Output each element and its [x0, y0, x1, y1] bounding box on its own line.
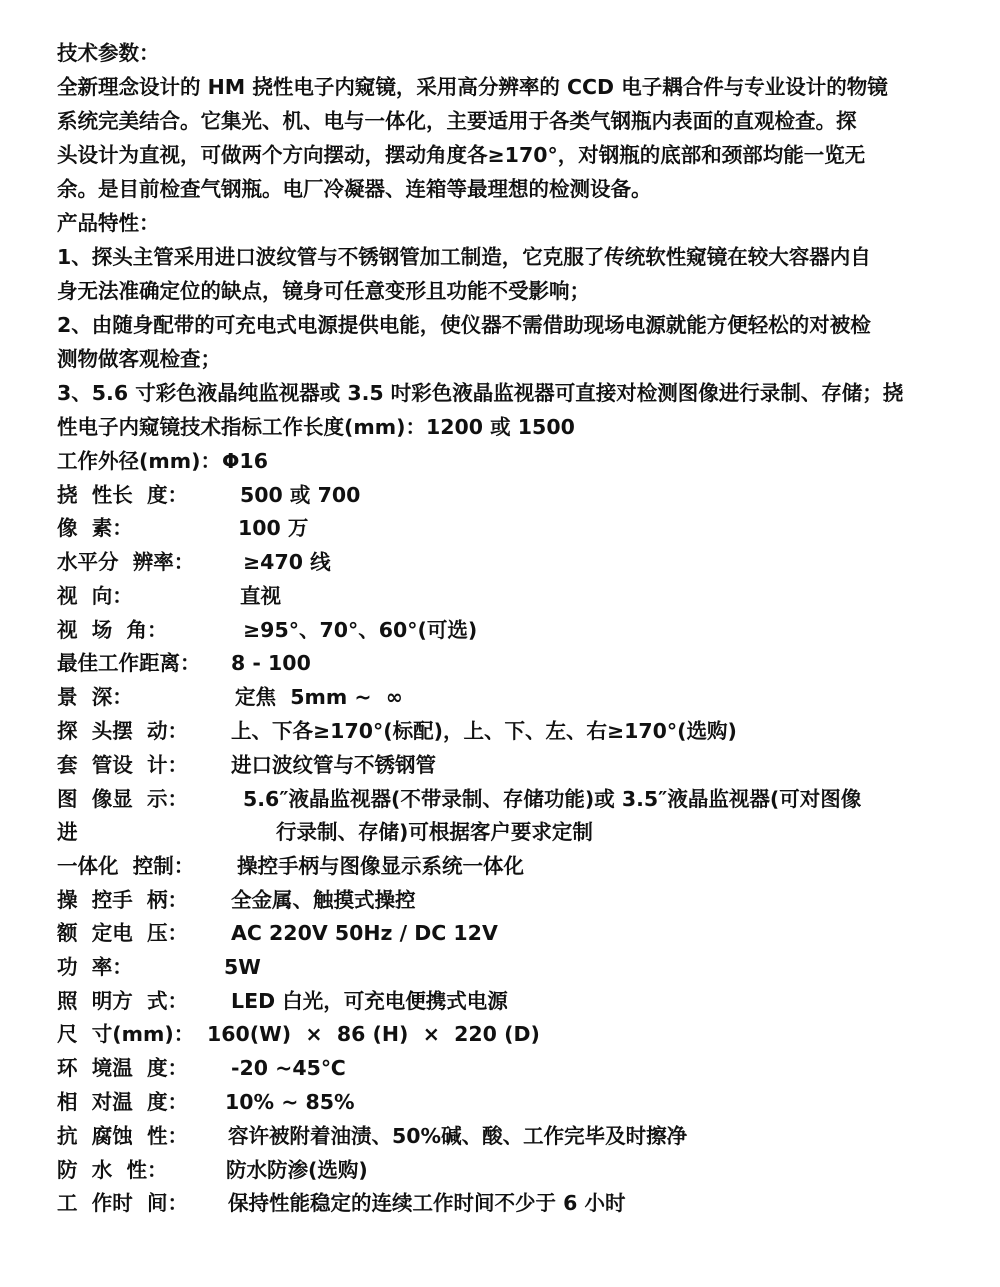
spec-label: 水平分 辨率： — [57, 550, 195, 574]
spec-value: 全金属、触摸式操控 — [231, 888, 416, 912]
intro-line: 头设计为直视，可做两个方向摆动，摆动角度各≥170°，对钢瓶的底部和颈部均能一览无 — [57, 143, 866, 167]
spec-label: 抗 腐蚀 性： — [57, 1124, 189, 1148]
intro-line: 系统完美结合。它集光、机、电与一体化，主要适用于各类气钢瓶内表面的直观检查。探 — [57, 109, 857, 133]
spec-label: 视 场 角： — [57, 618, 168, 642]
spec-value: 160(W) × 86 (H) × 220 (D) — [207, 1022, 540, 1046]
spec-value: LED 白光，可充电便携式电源 — [231, 989, 508, 1013]
spec-label: 进 — [57, 820, 78, 844]
spec-value: 500 或 700 — [240, 483, 361, 507]
spec-label: 一体化 控制： — [57, 854, 195, 878]
spec-label: 最佳工作距离： — [57, 651, 201, 675]
spec-value: 5W — [224, 955, 261, 979]
spec-value: 100 万 — [238, 516, 309, 540]
spec-value: 保持性能稳定的连续工作时间不少于 6 小时 — [228, 1191, 626, 1215]
spec-label: 工 作时 间： — [57, 1191, 189, 1215]
heading-technical-parameters: 技术参数： — [57, 41, 160, 65]
spec-label: 操 控手 柄： — [57, 888, 189, 912]
feature-line: 性电子内窥镜技术指标工作长度(mm)：1200 或 1500 — [57, 415, 575, 439]
spec-label: 探 头摆 动： — [57, 719, 189, 743]
feature-line: 3、5.6 寸彩色液晶纯监视器或 3.5 吋彩色液晶监视器可直接对检测图像进行录制、存储；挠 — [57, 381, 904, 405]
spec-label: 挠 性长 度： — [57, 483, 189, 507]
intro-line: 余。是目前检查气钢瓶。电厂冷凝器、连箱等最理想的检测设备。 — [57, 177, 652, 201]
spec-label: 防 水 性： — [57, 1158, 168, 1182]
spec-label: 图 像显 示： — [57, 787, 189, 811]
feature-line: 测物做客观检查； — [57, 347, 221, 371]
spec-label: 额 定电 压： — [57, 921, 189, 945]
spec-label: 功 率： — [57, 955, 133, 979]
spec-value: 直视 — [240, 584, 281, 608]
spec-label: 景 深： — [57, 685, 133, 709]
spec-value: ≥95°、70°、60°(可选) — [243, 618, 478, 642]
spec-label: 相 对温 度： — [57, 1090, 189, 1114]
spec-value: ≥470 线 — [243, 550, 331, 574]
spec-label: 照 明方 式： — [57, 989, 189, 1013]
spec-label: 环 境温 度： — [57, 1056, 189, 1080]
spec-value: 容许被附着油渍、50%碱、酸、工作完毕及时擦净 — [228, 1124, 688, 1148]
spec-value: 5.6″液晶监视器(不带录制、存储功能)或 3.5″液晶监视器(可对图像 — [243, 787, 862, 811]
spec-value: 防水防渗(选购) — [226, 1158, 368, 1182]
heading-product-features: 产品特性： — [57, 211, 160, 235]
intro-line: 全新理念设计的 HM 挠性电子内窥镜，采用高分辨率的 CCD 电子耦合件与专业设计的物镜 — [57, 75, 888, 99]
spec-value: 操控手柄与图像显示系统一体化 — [237, 854, 524, 878]
spec-label: 视 向： — [57, 584, 133, 608]
spec-value: 进口波纹管与不锈钢管 — [231, 753, 436, 777]
spec-value: 上、下各≥170°(标配)，上、下、左、右≥170°(选购) — [231, 719, 737, 743]
spec-value: AC 220V 50Hz / DC 12V — [231, 921, 498, 945]
spec-label: 像 素： — [57, 516, 133, 540]
spec-value: 定焦 5mm ~ ∞ — [235, 685, 403, 709]
spec-value: 10% ~ 85% — [225, 1090, 355, 1114]
feature-line: 身无法准确定位的缺点，镜身可任意变形且功能不受影响； — [57, 279, 590, 303]
spec-label: 套 管设 计： — [57, 753, 189, 777]
feature-line: 1、探头主管采用进口波纹管与不锈钢管加工制造，它克服了传统软性窥镜在较大容器内自 — [57, 245, 871, 269]
spec-value: Φ16 — [222, 449, 268, 473]
spec-label: 工作外径(mm)： — [57, 449, 221, 473]
spec-value: 8 - 100 — [231, 651, 311, 675]
feature-line: 2、由随身配带的可充电式电源提供电能，使仪器不需借助现场电源就能方便轻松的对被检 — [57, 313, 871, 337]
spec-value: -20 ~45℃ — [231, 1056, 346, 1080]
spec-value: 行录制、存储)可根据客户要求定制 — [276, 820, 593, 844]
spec-label: 尺 寸(mm)： — [57, 1022, 195, 1046]
